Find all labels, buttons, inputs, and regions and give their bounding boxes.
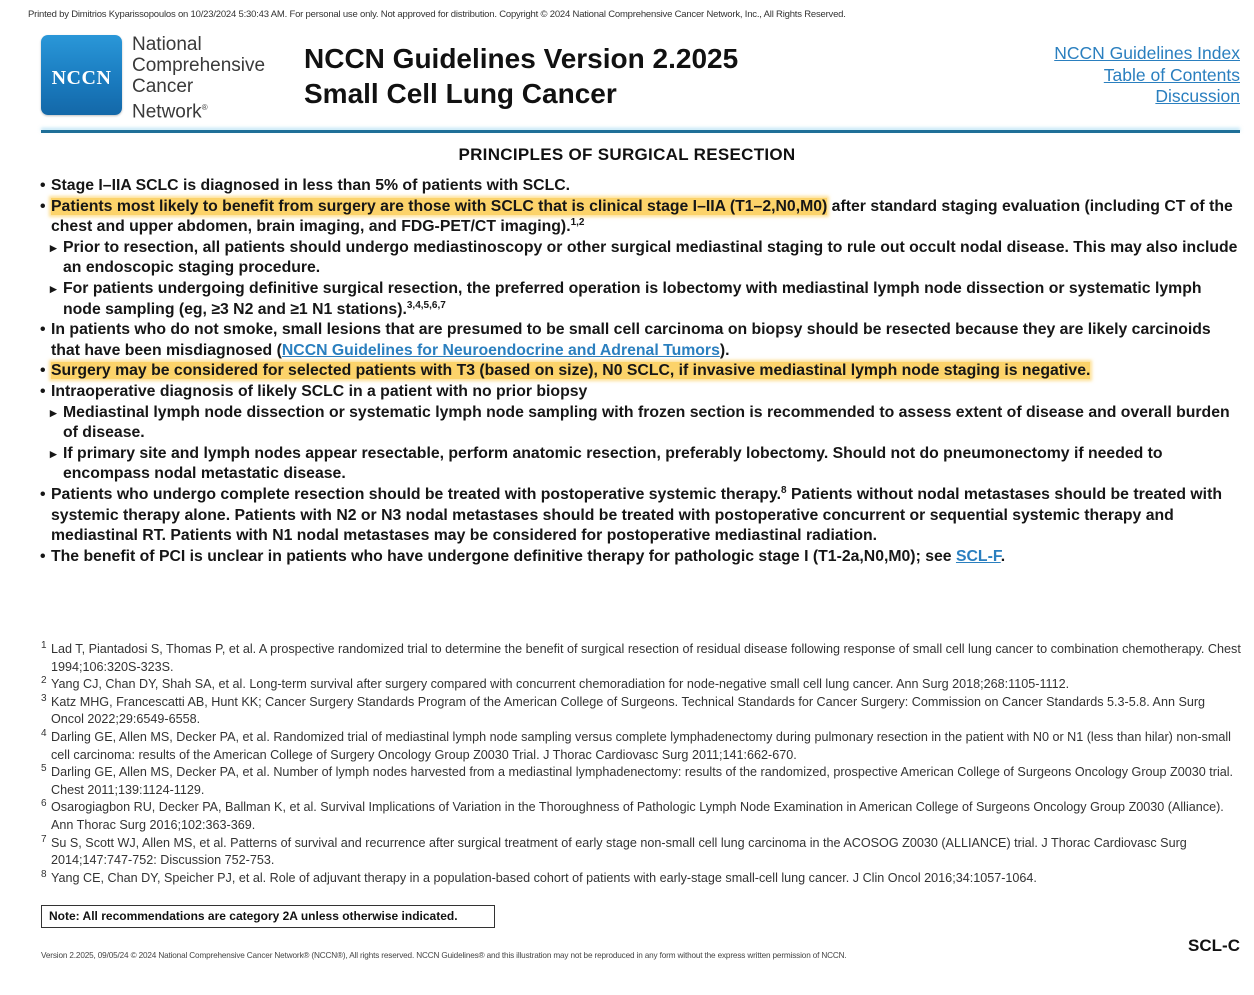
highlighted-text: Patients most likely to benefit from surgery are those with SCLC that is clinical stage I–IIA (T1–2,N0,M0) — [51, 197, 828, 215]
header-divider — [41, 130, 1240, 133]
section-title: PRINCIPLES OF SURGICAL RESECTION — [458, 145, 796, 164]
scl-f-link[interactable]: SCL-F — [955, 547, 1001, 565]
footnote-ref: 3,4,5,6,7 — [406, 299, 446, 311]
reference-item: 7 Su S, Scott WJ, Allen MS, et al. Patterns of survival and recurrence after surgical treatment of early stage non-small cell lung carcinoma in the ACOSOG Z0030 (ALLIANCE) trial. J Thorac Cardiovasc Surg 2014;147:747-752: Discussion 752-753. — [41, 833, 1187, 868]
guideline-version: NCCN Guidelines Version 2.2025 — [304, 43, 739, 74]
print-banner: Printed by Dimitrios Kyparissopoulos on 10/23/2024 5:30:43 AM. For personal use only. Not approved for distribution. Copyright © 2024 National Comprehensive Cancer Network, Inc., All Rights Reserved. — [28, 9, 846, 20]
references-list — [41, 641, 1241, 887]
bullet-postoperative-therapy: • Patients who undergo complete resection should be treated with postoperative systemic therapy.$^8$ Patients without nodal metastases should be treated with systemic therapy alone. Patients with N2 or N3 nodal metastases should be treated with postoperative concurrent or sequential systemic therapy and mediastinal RT. Patients with N1 nodal metastases may be considered for postoperative mediastinal radiation. — [38, 485, 1238, 547]
reference-item: 2 Yang CJ, Chan DY, Shah SA, et al. Long-term survival after surgery compared with concurrent chemoradiation for node-negative small cell lung cancer. Ann Surg 2018;268:1105-1112. — [41, 675, 1070, 692]
footnote-ref: 1,2 — [570, 217, 585, 229]
guideline-nav — [1054, 43, 1240, 108]
bullet-pci: • The benefit of PCI is unclear in patients who have undergone definitive therapy for pathologic stage I (T1-2a,N0,M0); see SCL-F. — [38, 547, 1238, 568]
bullet-nonsmokers: • In patients who do not smoke, small lesions that are presumed to be small cell carcinoma on biopsy should be resected because they are likely carcinoids that have been misdiagnosed (NCCN Guidelines for Neuroendocrine and Adrenal Tumors). — [38, 320, 1238, 361]
category-note: Note: All recommendations are category 2A unless otherwise indicated. — [41, 905, 495, 928]
logo-text: NCCN — [51, 66, 112, 89]
page-code: SCL-C — [1188, 936, 1240, 955]
org-name-line: Comprehensive — [132, 55, 266, 76]
bullet-stage-incidence: • Stage I–IIA SCLC is diagnosed in less than 5% of patients with SCLC. — [38, 176, 1238, 197]
reference-item: 8 Yang CE, Chan DY, Speicher PJ, et al. Role of adjuvant therapy in a population-based cohort of patients with early-stage small-cell lung cancer. J Clin Oncol 2016;34:1057-1064. — [41, 868, 1037, 885]
guideline-topic: Small Cell Lung Cancer — [304, 78, 617, 109]
principles-content — [38, 176, 1238, 567]
sub-bullet-anatomic-resection: ▸ If primary site and lymph nodes appear resectable, perform anatomic resection, preferably lobectomy. Should not do pneumonectomy if needed to encompass nodal metastatic disease. — [38, 444, 1238, 485]
discussion-link[interactable]: Discussion — [1155, 86, 1240, 106]
bullet-surgery-candidates: • Patients most likely to benefit from surgery are those with SCLC that is clinical stage I–IIA (T1–2,N0,M0) after standard staging evaluation (including CT of the chest and upper abdomen, brain imaging, and FDG-PET/CT imaging).$^{1,2}$ — [38, 197, 1238, 238]
footnote-ref: 8 — [781, 484, 787, 496]
footer-copyright: Version 2.2025, 09/05/24 © 2024 National Comprehensive Cancer Network® (NCCN®), All rights reserved. NCCN Guidelines® and this illustration may not be reproduced in any form without the express written permission of NCCN. — [41, 951, 847, 960]
reference-item: 3 Katz MHG, Francescatti AB, Hunt KK; Cancer Surgery Standards Program of the American College of Surgeons. Technical Standards for Cancer Surgery: Commission on Cancer Standards 5.3-5.8. Ann Surg Oncol 2022;29:6549-6558. — [41, 692, 1206, 727]
page-title — [304, 41, 738, 111]
organization-name — [132, 34, 265, 122]
sub-bullet-mediastinal-staging: ▸ Prior to resection, all patients should undergo mediastinoscopy or other surgical mediastinal staging to rule out occult nodal disease. This may also include an endoscopic staging procedure. — [38, 238, 1238, 279]
bullet-t3-surgery — [38, 361, 1238, 382]
org-name-line: National — [132, 34, 202, 55]
sub-bullet-lobectomy: ▸ For patients undergoing definitive surgical resection, the preferred operation is lobectomy with mediastinal lymph node dissection or systematic lymph node sampling (eg, ≥3 N2 and ≥1 N1 stations).$^{3,4,5,6,7}$ — [38, 279, 1238, 320]
nccn-logo — [41, 35, 122, 115]
org-name-line: Network® — [132, 101, 208, 123]
table-of-contents-link[interactable]: Table of Contents — [1103, 64, 1240, 85]
reference-item: 6 Osarogiagbon RU, Decker PA, Ballman K, et al. Survival Implications of Variation in the Thoroughness of Pathologic Lymph Node Examination in American College of Surgeons Oncology Group Z0030 (Alliance). Ann Thorac Surg 2016;102:363-369. — [41, 798, 1224, 832]
highlighted-text: Surgery may be considered for selected patients with T3 (based on size), N0 SCLC, if invasive mediastinal lymph node staging is negative. — [51, 362, 1091, 380]
trademark-symbol: ® — [201, 103, 208, 112]
reference-item: 1 Lad T, Piantadosi S, Thomas P, et al. A prospective randomized trial to determine the benefit of surgical resection of residual disease following response of small cell lung cancer to combination chemotherapy. Chest 1994;106:320S-323S. — [41, 640, 1241, 674]
guidelines-index-link[interactable]: NCCN Guidelines Index — [1054, 43, 1240, 63]
bullet-intraoperative-diagnosis: • Intraoperative diagnosis of likely SCLC in a patient with no prior biopsy — [38, 382, 1238, 403]
org-name-line: Cancer — [132, 76, 194, 97]
reference-item: 4 Darling GE, Allen MS, Decker PA, et al. Randomized trial of mediastinal lymph node sampling versus complete lymphadenectomy during pulmonary resection in the patient with N0 or N1 (less than hilar) non-small cell carcinoma: results of the American College of Surgery Oncology Group Z0030 Trial. J Thorac Cardiovasc Surg 2011;141:662-670. — [41, 727, 1231, 762]
reference-item: 5 Darling GE, Allen MS, Decker PA, et al. Number of lymph nodes harvested from a mediastinal lymphadenectomy: results of the randomized, prospective American College of Surgeons Oncology Group Z0030 trial. Chest 2011;139:1124-1129. — [41, 763, 1234, 797]
sub-bullet-frozen-section: ▸ Mediastinal lymph node dissection or systematic lymph node sampling with frozen section is recommended to assess extent of disease and overall burden of disease. — [38, 403, 1238, 444]
neuroendocrine-guidelines-link[interactable]: NCCN Guidelines for Neuroendocrine and Adrenal Tumors — [281, 341, 720, 359]
